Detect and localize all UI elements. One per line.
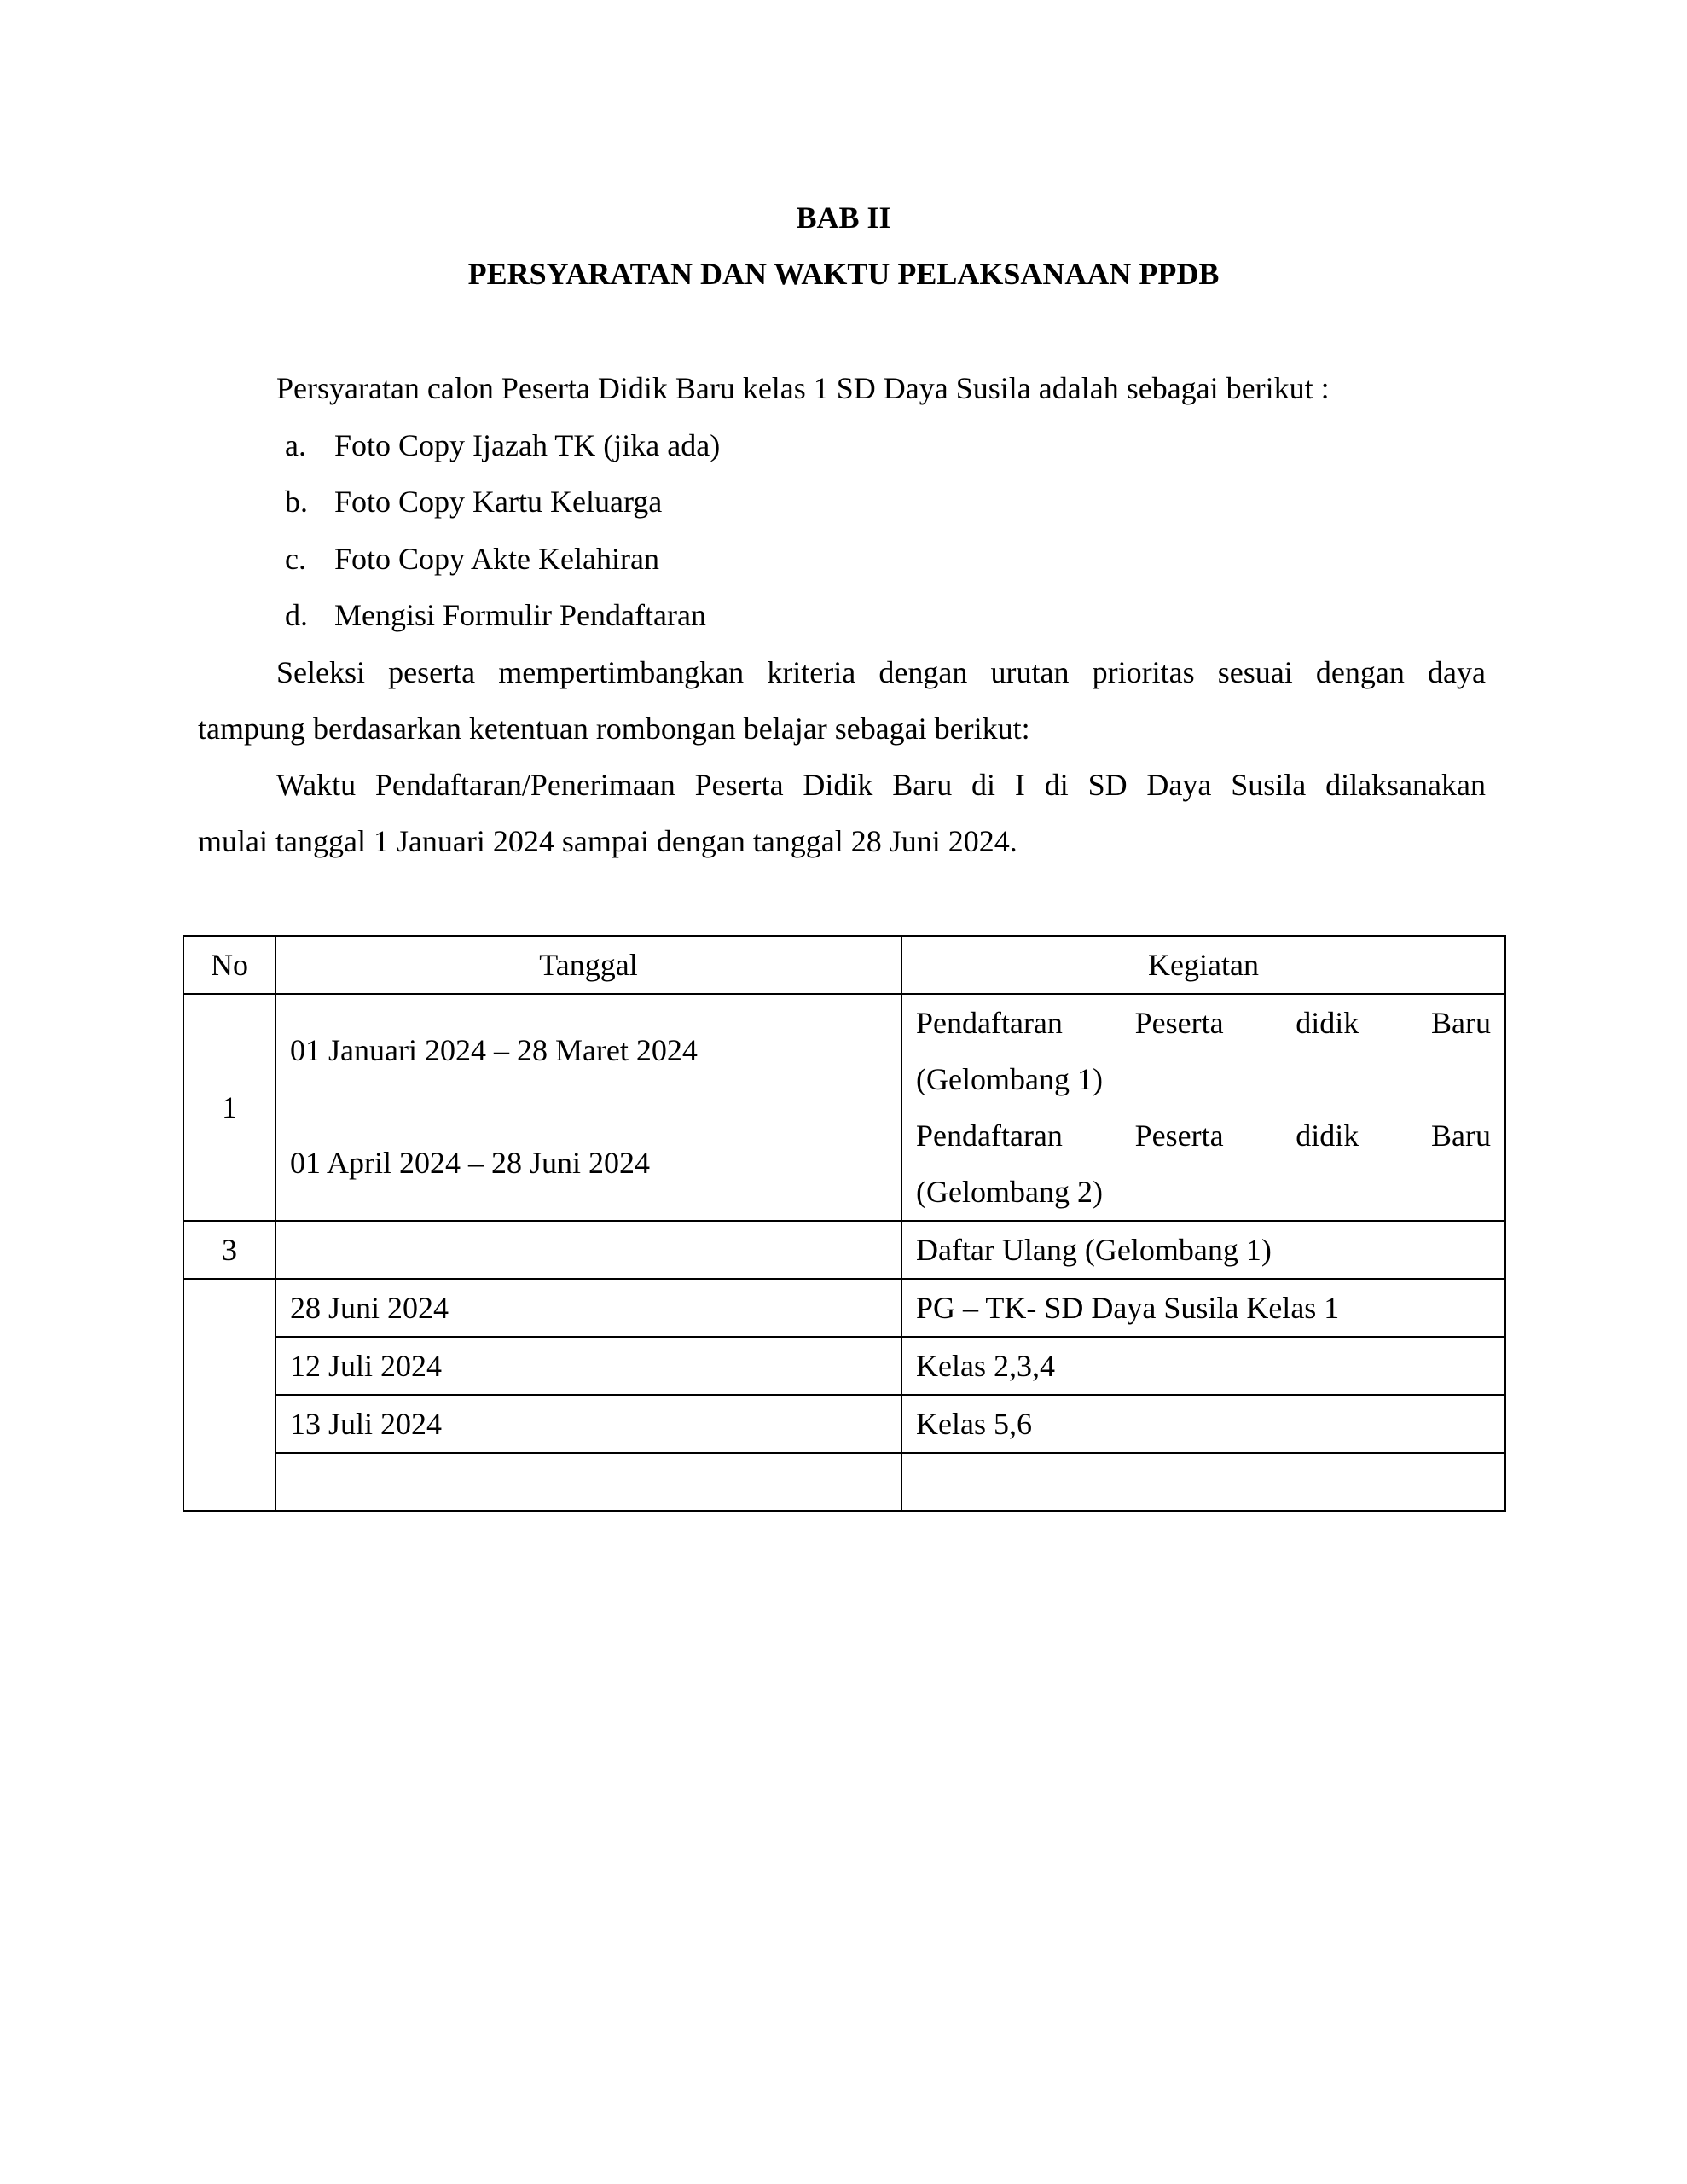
row-tanggal [275,1453,901,1511]
header-kegiatan: Kegiatan [901,936,1505,994]
row-kegiatan: Daftar Ulang (Gelombang 1) [901,1221,1505,1279]
word: didik [1296,1006,1359,1040]
word: Peserta [1134,1006,1224,1040]
table-row [183,1279,1505,1337]
intro-paragraph: Persyaratan calon Peserta Didik Baru kelas 1 SD Daya Susila adalah sebagai berikut : [276,371,1330,405]
list-text: Mengisi Formulir Pendaftaran [334,598,706,632]
list-text: Foto Copy Akte Kelahiran [334,542,659,576]
word: didik [1296,1118,1359,1153]
row-kegiatan: Kelas 2,3,4 [901,1337,1505,1395]
tanggal-gelombang-1: 01 Januari 2024 – 28 Maret 2024 [290,1033,698,1067]
table-header-row [183,936,1505,994]
header-no: No [183,936,275,994]
row-number: 1 [183,994,275,1221]
row-tanggal [275,1221,901,1279]
word: Peserta [1134,1118,1224,1153]
schedule-table [183,935,1506,1512]
row-tanggal: 12 Juli 2024 [275,1337,901,1395]
word: Baru [1431,1118,1491,1153]
table-row [183,1395,1505,1453]
kegiatan-gelombang-2 [916,1107,1491,1164]
timing-paragraph-line1: Waktu Pendaftaran/Penerimaan Peserta Didik Baru di I di SD Daya Susila dilaksanakan [276,768,1486,802]
list-text: Foto Copy Kartu Keluarga [334,485,663,519]
row-kegiatan: PG – TK- SD Daya Susila Kelas 1 [901,1279,1505,1337]
chapter-title: PERSYARATAN DAN WAKTU PELAKSANAAN PPDB [467,257,1220,291]
selection-paragraph-line1: Seleksi peserta mempertimbangkan kriteria dengan urutan prioritas sesuai dengan daya [276,655,1486,689]
tanggal-gelombang-2: 01 April 2024 – 28 Juni 2024 [290,1146,651,1180]
selection-paragraph-line2: tampung berdasarkan ketentuan rombongan belajar sebagai berikut: [198,712,1030,746]
table-row [183,1453,1505,1511]
row-tanggal: 13 Juli 2024 [275,1395,901,1453]
row-kegiatan: Kelas 5,6 [901,1395,1505,1453]
row-number: 3 [183,1221,275,1279]
list-marker: d. [285,598,308,632]
table-row [183,1221,1505,1279]
kegiatan-gelombang-1-tail: (Gelombang 1) [916,1062,1103,1096]
word: Pendaftaran [916,1118,1063,1153]
row-number-empty [183,1279,275,1511]
word: Baru [1431,1006,1491,1040]
table-row [183,994,1505,1221]
header-tanggal: Tanggal [275,936,901,994]
row-kegiatan [901,1453,1505,1511]
chapter-heading: BAB II [796,200,891,235]
kegiatan-gelombang-1 [916,995,1491,1051]
list-marker: a. [285,428,306,462]
row-tanggal: 28 Juni 2024 [275,1279,901,1337]
row-kegiatan [901,994,1505,1221]
word: Pendaftaran [916,1006,1063,1040]
list-text: Foto Copy Ijazah TK (jika ada) [334,428,721,462]
kegiatan-gelombang-2-tail: (Gelombang 2) [916,1175,1103,1209]
table-row [183,1337,1505,1395]
list-marker: b. [285,485,308,519]
list-marker: c. [285,542,306,576]
row-tanggal [275,994,901,1221]
timing-paragraph-line2: mulai tanggal 1 Januari 2024 sampai dengan tanggal 28 Juni 2024. [198,824,1017,858]
